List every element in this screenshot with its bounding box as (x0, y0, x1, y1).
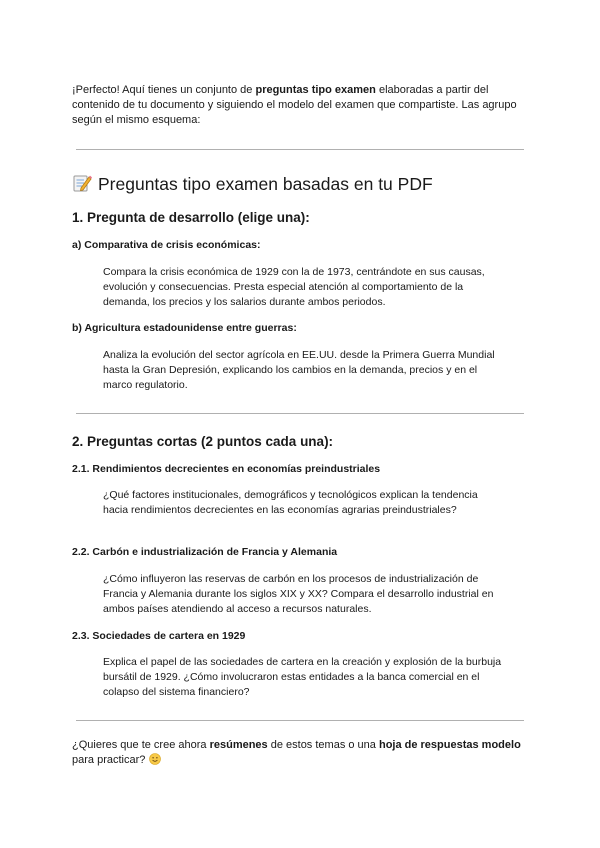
divider (76, 720, 524, 721)
intro-text-bold: preguntas tipo examen (255, 84, 376, 96)
question-a-text: Compara la crisis económica de 1929 con la de 1973, centrándote en sus causas, evolución y consecuencias. Presta especial atención al comportamiento de la demanda, los precios y los salarios durante ambos periodos. (103, 266, 485, 308)
intro-text-post: elaboradas a partir del contenido de tu documento y siguiendo el modelo del examen que compartiste. Las agrupo según el mismo esquema: (72, 84, 517, 126)
question-2-2-heading: 2.2. Carbón e industrialización de Francia y Alemania (72, 546, 338, 558)
question-2-1-text: ¿Qué factores institucionales, demográficos y tecnológicos explican la tendencia hacia rendimientos decrecientes en las economías agrarias preindustriales? (103, 489, 478, 516)
section2-heading: 2. Preguntas cortas (2 puntos cada una): (72, 434, 334, 449)
outro-bold-answer-sheet: hoja de respuestas modelo (378, 739, 521, 751)
outro-text-pre: ¿Quieres que te cree ahora (72, 739, 210, 751)
question-2-1-heading: 2.1. Rendimientos decrecientes en economías preindustriales (72, 463, 381, 475)
closing-paragraph (72, 738, 532, 768)
question-2-3-heading: 2.3. Sociedades de cartera en 1929 (72, 630, 246, 642)
question-b-heading: b) Agricultura estadounidense entre guerras: (72, 322, 297, 334)
question-2-3-text: Explica el papel de las sociedades de cartera en la creación y explosión de la burbuja bursátil de 1929. ¿Cómo involucraron estas entidades a la banca comercial en el colapso del sistema financiero? (103, 656, 502, 698)
outro-bold-summaries: resúmenes (209, 739, 268, 751)
intro-paragraph (72, 83, 528, 128)
divider (76, 149, 524, 150)
outro-text-mid: de estos temas o una (267, 739, 379, 751)
section1-heading: 1. Pregunta de desarrollo (elige una): (72, 210, 310, 225)
memo-icon (72, 173, 92, 193)
intro-text-pre: ¡Perfecto! Aquí tienes un conjunto de (72, 84, 256, 96)
page-title-text: Preguntas tipo examen basadas en tu PDF (98, 174, 433, 194)
divider (76, 413, 524, 414)
smiling-face-icon (149, 753, 161, 765)
question-a-heading: a) Comparativa de crisis económicas: (72, 239, 261, 251)
page-title (72, 172, 433, 196)
question-2-2-text: ¿Cómo influyeron las reservas de carbón en los procesos de industrialización de Francia y Alemania durante los siglos XIX y XX? Compara el desarrollo industrial en ambos países atendiendo al acceso a recursos naturales. (103, 573, 494, 615)
question-b-text: Analiza la evolución del sector agrícola en EE.UU. desde la Primera Guerra Mundial hasta la Gran Depresión, explicando los cambios en la demanda, precios y en el marco regulatorio. (103, 349, 495, 391)
outro-text-post: para practicar? (72, 754, 146, 766)
